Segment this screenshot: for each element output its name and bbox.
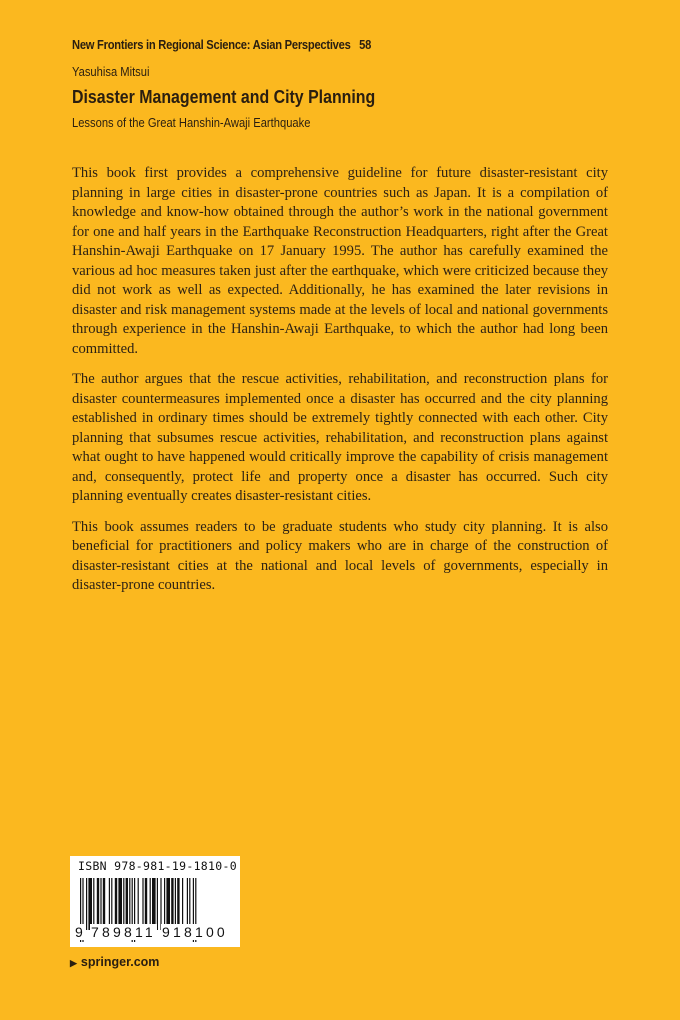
- barcode-bar: [189, 878, 190, 930]
- barcode-bar: [88, 878, 92, 930]
- book-subtitle: Lessons of the Great Hanshin-Awaji Earthquake: [72, 115, 311, 130]
- barcode-bar: [109, 878, 110, 930]
- series-number: 58: [359, 37, 372, 52]
- barcode-bar: [152, 878, 156, 930]
- barcode-bar: [126, 878, 128, 930]
- barcode-bar: [103, 878, 105, 930]
- barcode-bar: [164, 878, 165, 930]
- barcode-bar: [160, 878, 161, 930]
- barcode-bar: [157, 878, 158, 930]
- barcode-bar: [129, 878, 130, 930]
- book-title: Disaster Management and City Planning: [72, 86, 376, 107]
- barcode-bar: [100, 878, 101, 930]
- barcode-bar: [118, 878, 122, 930]
- blurb-paragraph: The author argues that the rescue activities, rehabilitation, and reconstruction plans for disaster countermeasures implemented once a disaster has occurred and the city planning established in ordinary times should be extremely tightly connected with each other. City planning that subsumes rescue activities, rehabilitation, and reconstruction plans against what ought to have happened would critically improve the capability of crisis management and, consequently, protect life and property once a disaster has occurred. Such city planning eventually creates disaster-resistant cities.: [72, 371, 608, 504]
- isbn-barcode: [70, 856, 240, 947]
- barcode-bar: [171, 878, 173, 930]
- barcode-bar: [93, 878, 94, 930]
- publisher-link[interactable]: [70, 955, 159, 969]
- arrow-right-icon: ▶: [70, 958, 77, 968]
- barcode-bar: [182, 878, 183, 930]
- blurb-paragraph: This book first provides a comprehensive guideline for future disaster-resistant city planning in large cities in disaster-prone countries such as Japan. It is a compilation of knowledge and know-how obtained through the author’s work in the national government for one and half years in the Earthquake Reconstruction Headquarters, right after the Great Hanshin-Awaji Earthquake on 17 January 1995. The author has carefully examined the various ad hoc measures taken just after the earthquake, which were criticized because they did not work as well as expected. Additionally, he has examined the later revisions in disaster and risk management systems made at the levels of local and national governments through experience in the Hanshin-Awaji Earthquake, to which the author had long been committed.: [72, 165, 608, 357]
- barcode-bar: [123, 878, 124, 930]
- barcode-bar: [86, 878, 87, 930]
- barcode-bar: [115, 878, 117, 930]
- barcode-bar: [175, 878, 176, 930]
- barcode-digit-first: 9: [75, 924, 83, 940]
- barcode-bar: [187, 878, 188, 930]
- publisher-link-text: springer.com: [80, 955, 160, 969]
- blurb-paragraph: This book assumes readers to be graduate students who study city planning. It is also beneficial for practitioners and policy makers who are in charge of the construction of disaster-resistant cities at the national and local levels of governments, especially in disaster-prone countries.: [72, 518, 608, 593]
- isbn-label: ISBN 978-981-19-1810-0: [78, 859, 237, 873]
- barcode-bar: [97, 878, 99, 930]
- series-title: [72, 37, 371, 52]
- barcode-bar: [177, 878, 179, 930]
- barcode-digits-left: 789811: [91, 924, 156, 940]
- barcode-bar: [145, 878, 147, 930]
- barcode-bar: [111, 878, 112, 930]
- barcode-digits-right: 918100: [162, 924, 228, 940]
- barcode-bar: [138, 878, 139, 930]
- author-name: Yasuhisa Mitsui: [72, 64, 150, 79]
- blurb: [72, 164, 608, 607]
- barcode-bar: [142, 878, 143, 930]
- barcode-bar: [150, 878, 151, 930]
- series-name: New Frontiers in Regional Science: Asian Perspectives: [72, 37, 351, 52]
- barcode-bar: [166, 878, 170, 930]
